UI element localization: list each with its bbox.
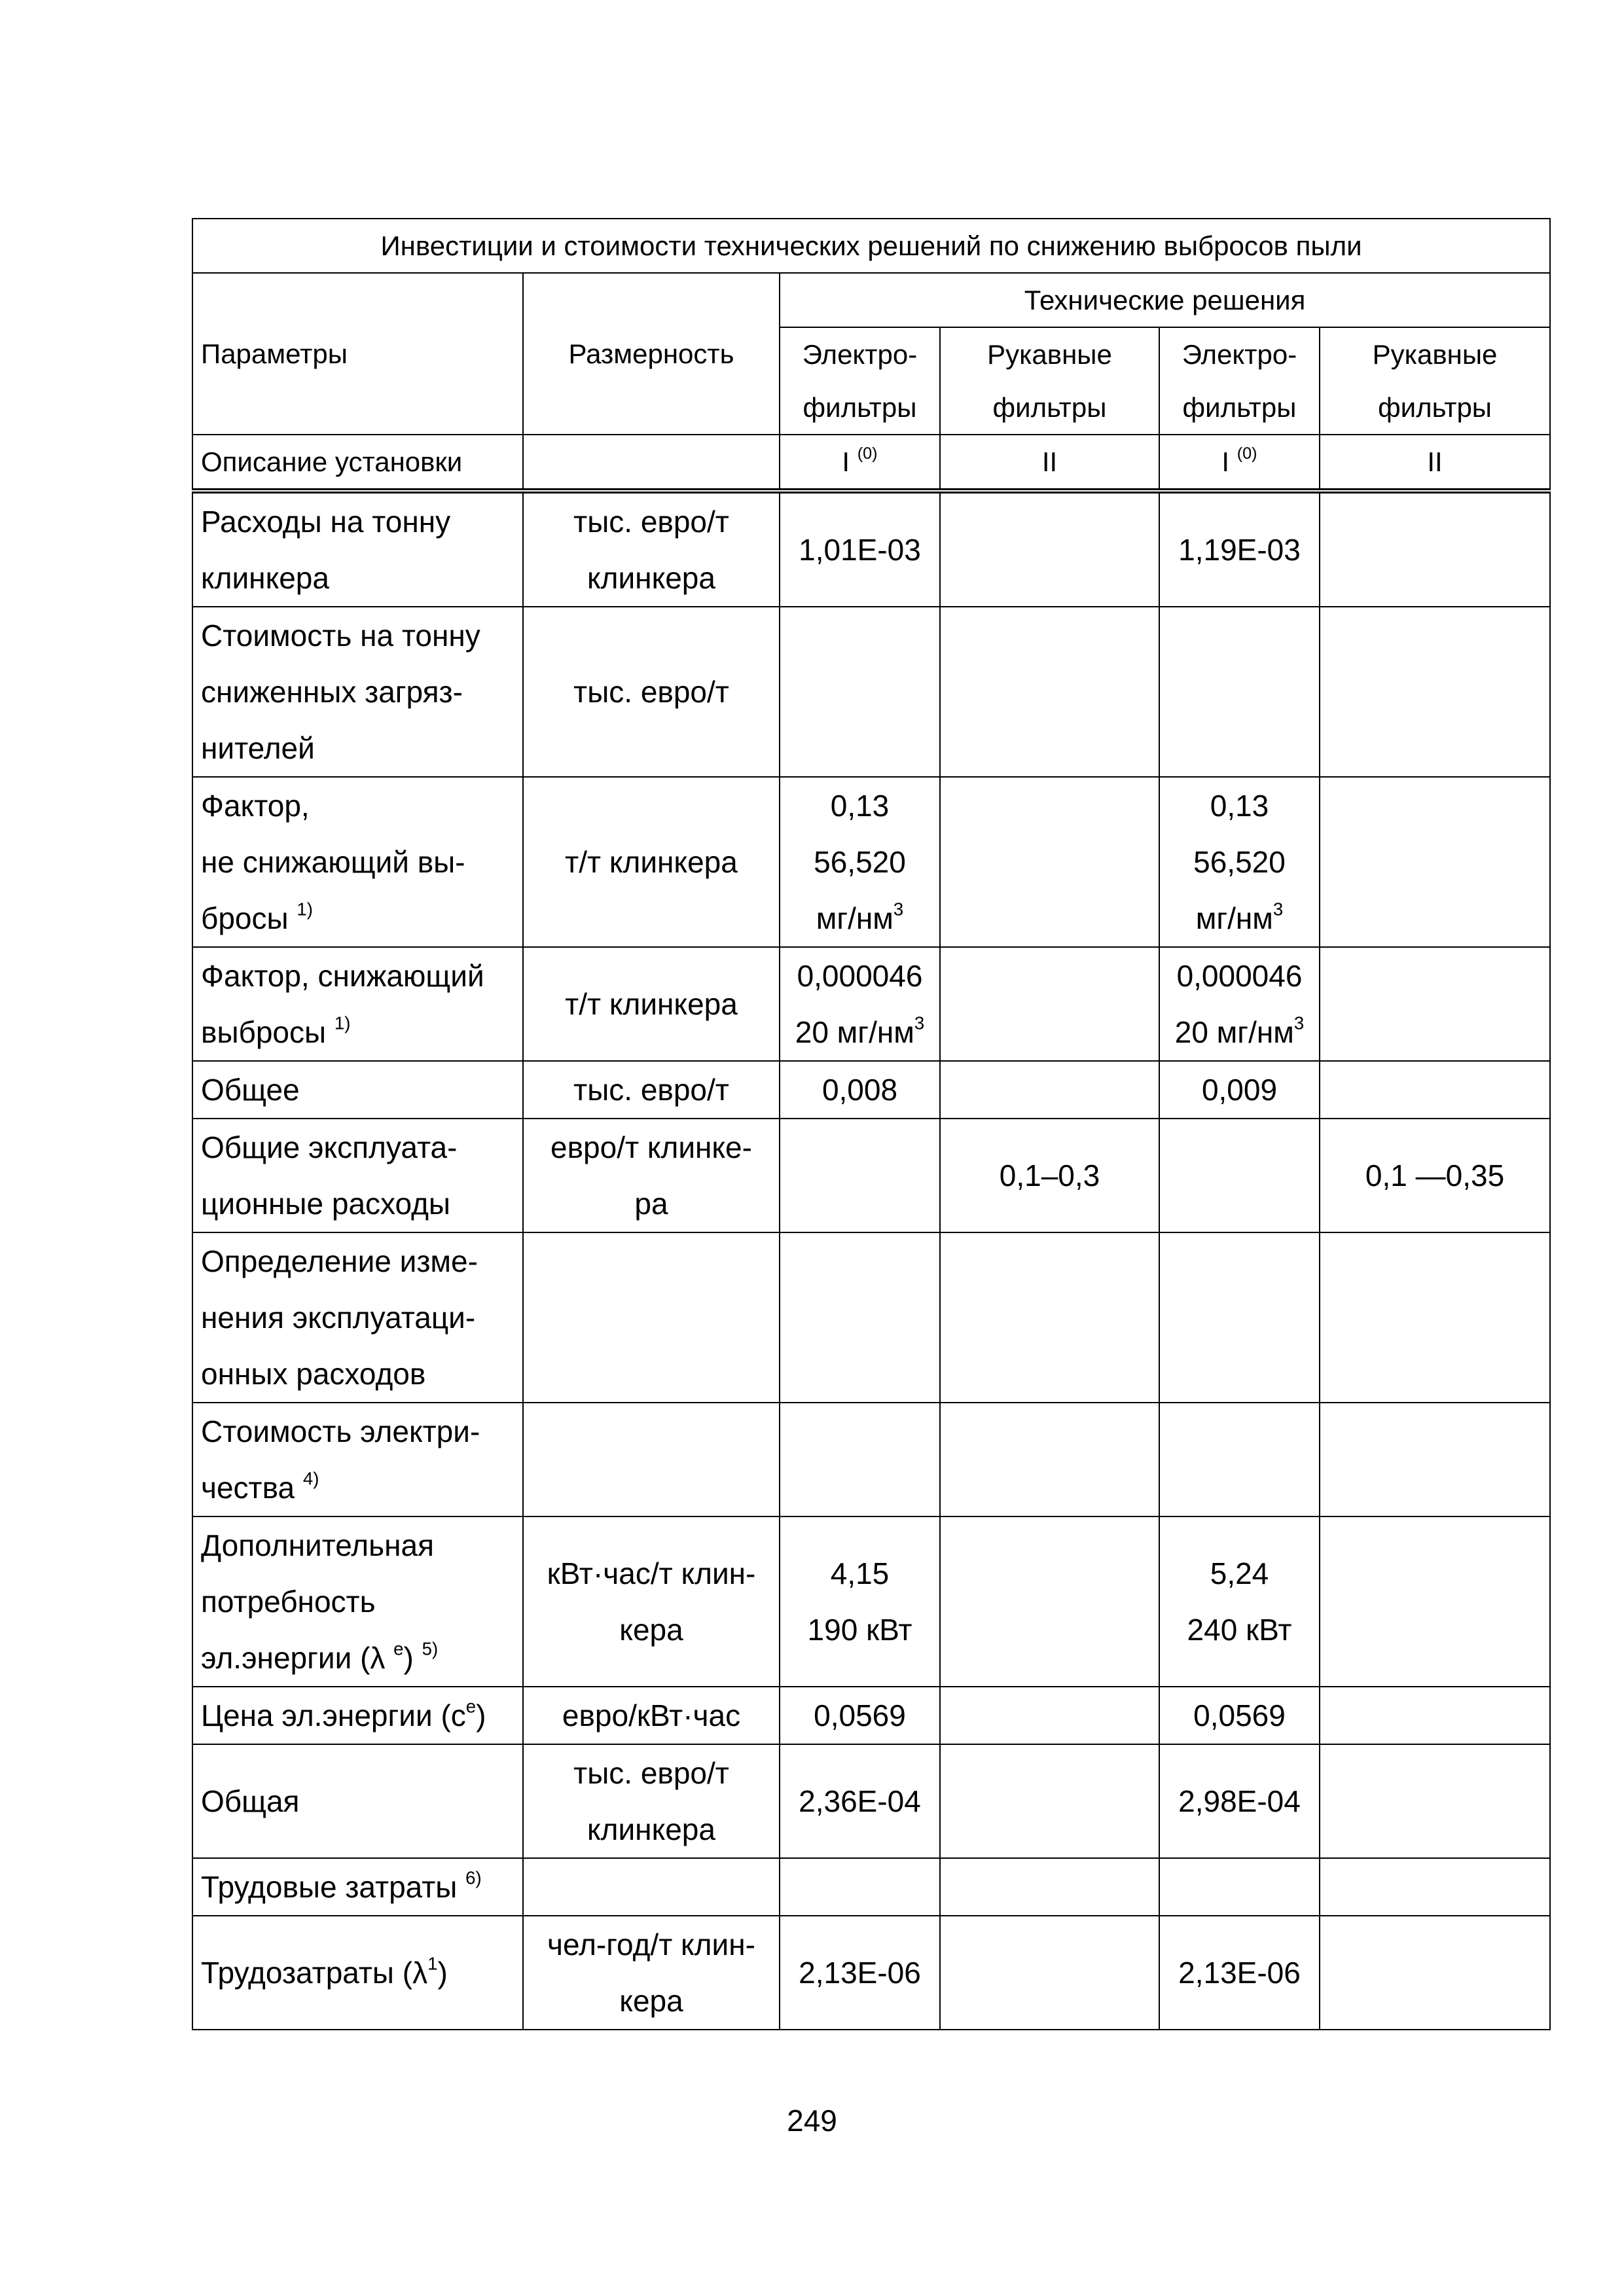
header-param: Параметры bbox=[192, 273, 523, 435]
value-line: 240 кВт bbox=[1187, 1613, 1292, 1647]
unit-cell bbox=[523, 1403, 780, 1516]
unit-line: тыс. евро/т bbox=[573, 675, 729, 709]
value-cell-3 bbox=[1159, 1061, 1320, 1119]
value-line: 56,520 bbox=[814, 845, 906, 879]
description-col-3: I $^{(0)}$ bbox=[1159, 435, 1320, 491]
value-cell-4 bbox=[1320, 1916, 1550, 2030]
unit-line: клинкера bbox=[587, 561, 715, 595]
value-line: 1,19E-03 bbox=[1178, 533, 1301, 567]
unit-cell bbox=[523, 607, 780, 777]
param-line: Дополнительная bbox=[201, 1528, 434, 1562]
table-row bbox=[192, 491, 1550, 607]
param-cell bbox=[192, 777, 523, 947]
param-line: Расходы на тонну bbox=[201, 505, 451, 539]
value-cell-1 bbox=[780, 1744, 940, 1858]
value-cell-2 bbox=[940, 1119, 1159, 1232]
param-line: чества $^{4)}$ bbox=[201, 1468, 319, 1505]
param-cell bbox=[192, 947, 523, 1061]
param-line: Определение изме- bbox=[201, 1244, 478, 1278]
unit-cell bbox=[523, 491, 780, 607]
value-cell-3 bbox=[1159, 607, 1320, 777]
value-cell-4 bbox=[1320, 1516, 1550, 1687]
param-cell bbox=[192, 1516, 523, 1687]
param-cell bbox=[192, 1916, 523, 2030]
value-line: 4,15 bbox=[830, 1556, 890, 1590]
param-line: бросы $^{1)}$ bbox=[201, 899, 313, 935]
unit-line: клинкера bbox=[587, 1812, 715, 1846]
param-line: клинкера bbox=[201, 561, 329, 595]
unit-line: тыс. евро/т bbox=[573, 505, 729, 539]
param-line: Трудозатраты $(\lambda^1)$ bbox=[201, 1953, 448, 1990]
value-line: 2,13E-06 bbox=[799, 1956, 921, 1990]
value-line: 190 кВт bbox=[807, 1613, 912, 1647]
value-line: 0,008 bbox=[821, 1073, 898, 1107]
value-cell-1 bbox=[780, 1687, 940, 1744]
value-cell-1 bbox=[780, 1232, 940, 1403]
value-line: 5,24 bbox=[1210, 1556, 1269, 1590]
param-line: нителей bbox=[201, 731, 315, 765]
value-cell-4 bbox=[1320, 1403, 1550, 1516]
unit-line: т/т клинкера bbox=[565, 845, 738, 879]
value-line: $мг/нм^3$ bbox=[1195, 899, 1284, 935]
param-line: выбросы $^{1)}$ bbox=[201, 1013, 351, 1049]
value-cell-4 bbox=[1320, 1061, 1550, 1119]
value-line: 20 $мг/нм^3$ bbox=[795, 1013, 925, 1049]
value-cell-1 bbox=[780, 1916, 940, 2030]
value-line: 2,13E-06 bbox=[1178, 1956, 1301, 1990]
value-cell-3 bbox=[1159, 1858, 1320, 1916]
param-line: Общее bbox=[201, 1073, 300, 1107]
param-cell bbox=[192, 1232, 523, 1403]
unit-line: евро/кВт·час bbox=[562, 1698, 741, 1732]
value-cell-3 bbox=[1159, 1119, 1320, 1232]
unit-cell bbox=[523, 1687, 780, 1744]
param-cell bbox=[192, 1119, 523, 1232]
value-cell-3 bbox=[1159, 1916, 1320, 2030]
param-line: Цена эл.энергии $(c^e)$ bbox=[201, 1696, 486, 1732]
param-line: Фактор, снижающий bbox=[201, 959, 484, 993]
table-row bbox=[192, 1858, 1550, 1916]
value-cell-3 bbox=[1159, 1516, 1320, 1687]
table-row bbox=[192, 947, 1550, 1061]
header-col-1: Электро- фильтры bbox=[780, 327, 940, 435]
table-row bbox=[192, 1061, 1550, 1119]
value-cell-3 bbox=[1159, 947, 1320, 1061]
value-cell-1 bbox=[780, 1403, 940, 1516]
value-cell-3 bbox=[1159, 1403, 1320, 1516]
param-line: сниженных загряз- bbox=[201, 675, 463, 709]
value-cell-4 bbox=[1320, 1119, 1550, 1232]
value-cell-4 bbox=[1320, 1858, 1550, 1916]
value-cell-4 bbox=[1320, 1744, 1550, 1858]
header-unit: Размерность bbox=[523, 273, 780, 435]
unit-cell bbox=[523, 1232, 780, 1403]
unit-cell bbox=[523, 1916, 780, 2030]
unit-cell bbox=[523, 1061, 780, 1119]
cost-table bbox=[192, 218, 1551, 2030]
value-cell-2 bbox=[940, 1744, 1159, 1858]
value-cell-2 bbox=[940, 1232, 1159, 1403]
value-cell-3 bbox=[1159, 491, 1320, 607]
value-cell-4 bbox=[1320, 1687, 1550, 1744]
unit-line: евро/т клинке- bbox=[550, 1130, 752, 1164]
value-line: 0,000046 bbox=[1176, 959, 1303, 993]
param-line: Стоимость на тонну bbox=[201, 619, 480, 653]
table-row bbox=[192, 1916, 1550, 2030]
param-line: Стоимость электри- bbox=[201, 1414, 480, 1448]
param-line: Фактор, bbox=[201, 789, 310, 823]
value-cell-1 bbox=[780, 1858, 940, 1916]
param-cell bbox=[192, 1744, 523, 1858]
value-line: 2,36E-04 bbox=[799, 1784, 921, 1818]
value-cell-2 bbox=[940, 1516, 1159, 1687]
value-line: 0,009 bbox=[1201, 1073, 1278, 1107]
value-cell-3 bbox=[1159, 1232, 1320, 1403]
param-line: Трудовые затраты $^{6)}$ bbox=[201, 1867, 482, 1904]
unit-cell bbox=[523, 1858, 780, 1916]
table-title-row bbox=[192, 219, 1550, 273]
table-row bbox=[192, 1119, 1550, 1232]
value-cell-1 bbox=[780, 1061, 940, 1119]
value-cell-1 bbox=[780, 607, 940, 777]
param-line: Общие эксплуата- bbox=[201, 1130, 458, 1164]
param-line: эл.энергии (λ $^e$) $^{5)}$ bbox=[201, 1638, 439, 1675]
param-cell bbox=[192, 1403, 523, 1516]
value-cell-3 bbox=[1159, 1687, 1320, 1744]
value-line: 0,0569 bbox=[1193, 1698, 1286, 1732]
table-title: Инвестиции и стоимости технических решений по снижению выбросов пыли bbox=[192, 219, 1550, 273]
unit-line: чел-год/т клин- bbox=[547, 1928, 755, 1962]
description-col-4: II bbox=[1320, 435, 1550, 491]
header-col-4: Рукавные фильтры bbox=[1320, 327, 1550, 435]
param-line: потребность bbox=[201, 1585, 376, 1619]
value-line: 0,13 bbox=[830, 789, 890, 823]
description-row bbox=[192, 435, 1550, 491]
value-cell-2 bbox=[940, 1403, 1159, 1516]
header-col-2: Рукавные фильтры bbox=[940, 327, 1159, 435]
unit-line: т/т клинкера bbox=[565, 987, 738, 1021]
value-line: 1,01E-03 bbox=[799, 533, 921, 567]
description-col-1: I $^{(0)}$ bbox=[780, 435, 940, 491]
table-row bbox=[192, 1687, 1550, 1744]
value-cell-4 bbox=[1320, 491, 1550, 607]
param-line: ционные расходы bbox=[201, 1187, 450, 1221]
unit-cell bbox=[523, 947, 780, 1061]
param-line: не снижающий вы- bbox=[201, 845, 465, 879]
value-line: 2,98E-04 bbox=[1178, 1784, 1301, 1818]
value-cell-2 bbox=[940, 1687, 1159, 1744]
table-row bbox=[192, 607, 1550, 777]
value-cell-4 bbox=[1320, 1232, 1550, 1403]
value-cell-2 bbox=[940, 491, 1159, 607]
value-line: 20 $мг/нм^3$ bbox=[1174, 1013, 1305, 1049]
unit-line: тыс. евро/т bbox=[573, 1073, 729, 1107]
param-line: нения эксплуатаци- bbox=[201, 1300, 476, 1335]
unit-line: тыс. евро/т bbox=[573, 1756, 729, 1790]
value-cell-2 bbox=[940, 947, 1159, 1061]
value-cell-2 bbox=[940, 777, 1159, 947]
unit-line: ра bbox=[634, 1187, 668, 1221]
header-group: Технические решения bbox=[780, 273, 1550, 327]
description-label: Описание установки bbox=[192, 435, 523, 491]
unit-line: кера bbox=[619, 1984, 683, 2018]
value-cell-2 bbox=[940, 1061, 1159, 1119]
unit-cell bbox=[523, 1119, 780, 1232]
unit-cell bbox=[523, 777, 780, 947]
value-line: $мг/нм^3$ bbox=[816, 899, 904, 935]
value-cell-4 bbox=[1320, 777, 1550, 947]
value-cell-3 bbox=[1159, 777, 1320, 947]
value-cell-2 bbox=[940, 607, 1159, 777]
param-cell bbox=[192, 607, 523, 777]
value-line: 0,0569 bbox=[814, 1698, 906, 1732]
value-cell-1 bbox=[780, 491, 940, 607]
param-cell bbox=[192, 1687, 523, 1744]
value-line: 56,520 bbox=[1193, 845, 1286, 879]
value-line: 0,000046 bbox=[797, 959, 923, 993]
param-cell bbox=[192, 1061, 523, 1119]
value-cell-1 bbox=[780, 1516, 940, 1687]
description-col-2: II bbox=[940, 435, 1159, 491]
table-row bbox=[192, 1744, 1550, 1858]
table-row bbox=[192, 1516, 1550, 1687]
description-unit bbox=[523, 435, 780, 491]
value-cell-3 bbox=[1159, 1744, 1320, 1858]
value-cell-2 bbox=[940, 1858, 1159, 1916]
param-cell bbox=[192, 491, 523, 607]
value-cell-1 bbox=[780, 777, 940, 947]
unit-line: кера bbox=[619, 1613, 683, 1647]
param-cell bbox=[192, 1858, 523, 1916]
unit-cell bbox=[523, 1516, 780, 1687]
table-row bbox=[192, 777, 1550, 947]
value-line: 0,1–0,3 bbox=[999, 1158, 1100, 1193]
table-row bbox=[192, 1232, 1550, 1403]
unit-cell bbox=[523, 1744, 780, 1858]
param-line: Общая bbox=[201, 1784, 300, 1818]
value-cell-4 bbox=[1320, 607, 1550, 777]
table-body bbox=[192, 219, 1550, 2030]
page-number: 249 bbox=[787, 2104, 837, 2138]
value-line: 0,13 bbox=[1210, 789, 1269, 823]
header-row bbox=[192, 273, 1550, 327]
unit-line: кВт·час/т клин- bbox=[547, 1556, 756, 1590]
param-line: онных расходов bbox=[201, 1357, 426, 1391]
header-col-3: Электро- фильтры bbox=[1159, 327, 1320, 435]
value-cell-1 bbox=[780, 1119, 940, 1232]
value-cell-1 bbox=[780, 947, 940, 1061]
table-row bbox=[192, 1403, 1550, 1516]
value-cell-4 bbox=[1320, 947, 1550, 1061]
value-cell-2 bbox=[940, 1916, 1159, 2030]
value-line: 0,1 —0,35 bbox=[1365, 1158, 1505, 1193]
